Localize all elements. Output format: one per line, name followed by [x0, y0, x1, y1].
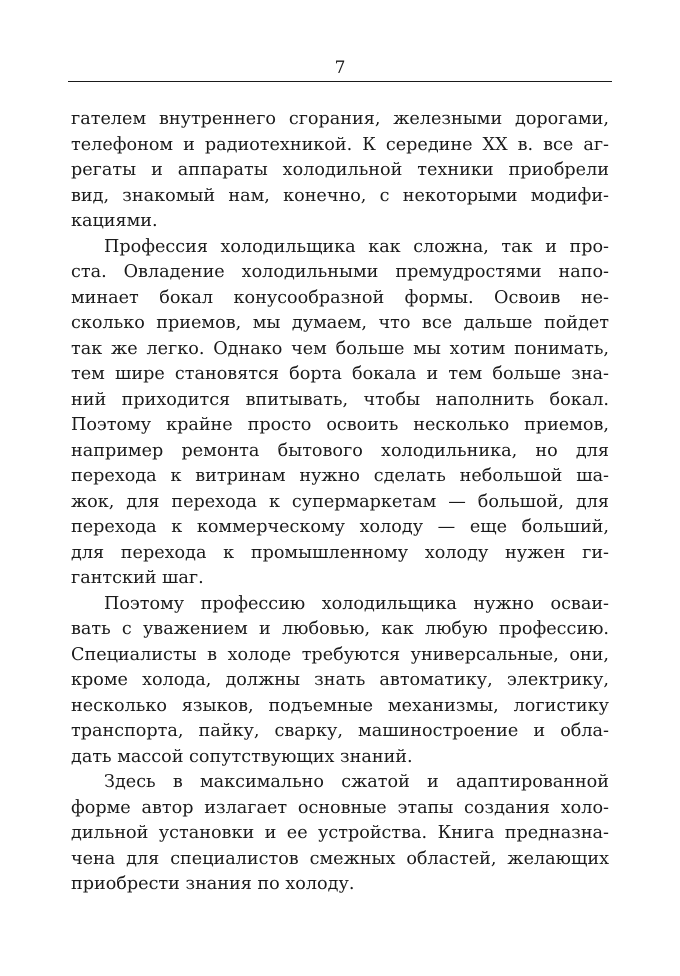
text-line: минает бокал конусообразной формы. Освоив не-	[71, 287, 609, 308]
page-number: 7	[334, 58, 346, 78]
text-line: вид, знакомый нам, конечно, с некоторыми модифи-	[71, 185, 609, 206]
text-line: ний приходится впитывать, чтобы наполнить бокал.	[71, 389, 609, 410]
text-line: перехода к коммерческому холоду — еще больший,	[71, 517, 609, 537]
text-line: перехода к витринам нужно сделать небольшой ша-	[71, 466, 609, 486]
text-line: приобрести знания по холоду.	[71, 874, 355, 894]
text-line: транспорта, пайку, сварку, машиностроение и обла-	[71, 721, 609, 741]
header-rule	[68, 81, 612, 82]
text-line: Здесь в максимально сжатой и адаптированной	[104, 772, 609, 792]
text-line: так же легко. Однако чем больше мы хотим понимать,	[71, 338, 609, 359]
text-line: кациями.	[71, 211, 158, 231]
text-line: чена для специалистов смежных областей, желающих	[71, 848, 609, 869]
text-line: ста. Овладение холодильными премудростями напо-	[71, 262, 609, 282]
text-line: регаты и аппараты холодильной техники приобрели	[71, 160, 609, 180]
text-line: кроме холода, должны знать автоматику, электрику,	[71, 670, 609, 690]
text-line: дильной установки и ее устройства. Книга предназна-	[71, 823, 609, 843]
body-text	[71, 107, 609, 898]
text-line: форме автор излагает основные этапы создания холо-	[71, 797, 609, 818]
text-line: например ремонта бытового холодильника, но для	[71, 440, 609, 461]
text-line: гантский шаг.	[71, 568, 204, 588]
text-line: тем шире становятся борта бокала и тем больше зна-	[71, 364, 609, 384]
text-line: жок, для перехода к супермаркетам — большой, для	[71, 491, 609, 512]
text-line: Поэтому профессию холодильщика нужно осваи-	[104, 593, 609, 614]
text-line: несколько языков, подъемные механизмы, логистику	[71, 695, 609, 716]
text-line: вать с уважением и любовью, как любую профессию.	[71, 619, 609, 639]
text-line: телефоном и радиотехникой. К середине XX в. все аг-	[71, 134, 609, 155]
text-line: Поэтому крайне просто освоить несколько приемов,	[71, 415, 609, 435]
text-line: Специалисты в холоде требуются универсальные, они,	[71, 644, 609, 665]
text-line: сколько приемов, мы думаем, что все дальше пойдет	[71, 313, 609, 333]
text-line: Профессия холодильщика как сложна, так и про-	[104, 236, 609, 257]
text-line: гателем внутреннего сгорания, железными дорогами,	[71, 109, 609, 129]
text-line: для перехода к промышленному холоду нужен ги-	[71, 542, 609, 563]
text-line: дать массой сопутствующих знаний.	[71, 746, 413, 767]
